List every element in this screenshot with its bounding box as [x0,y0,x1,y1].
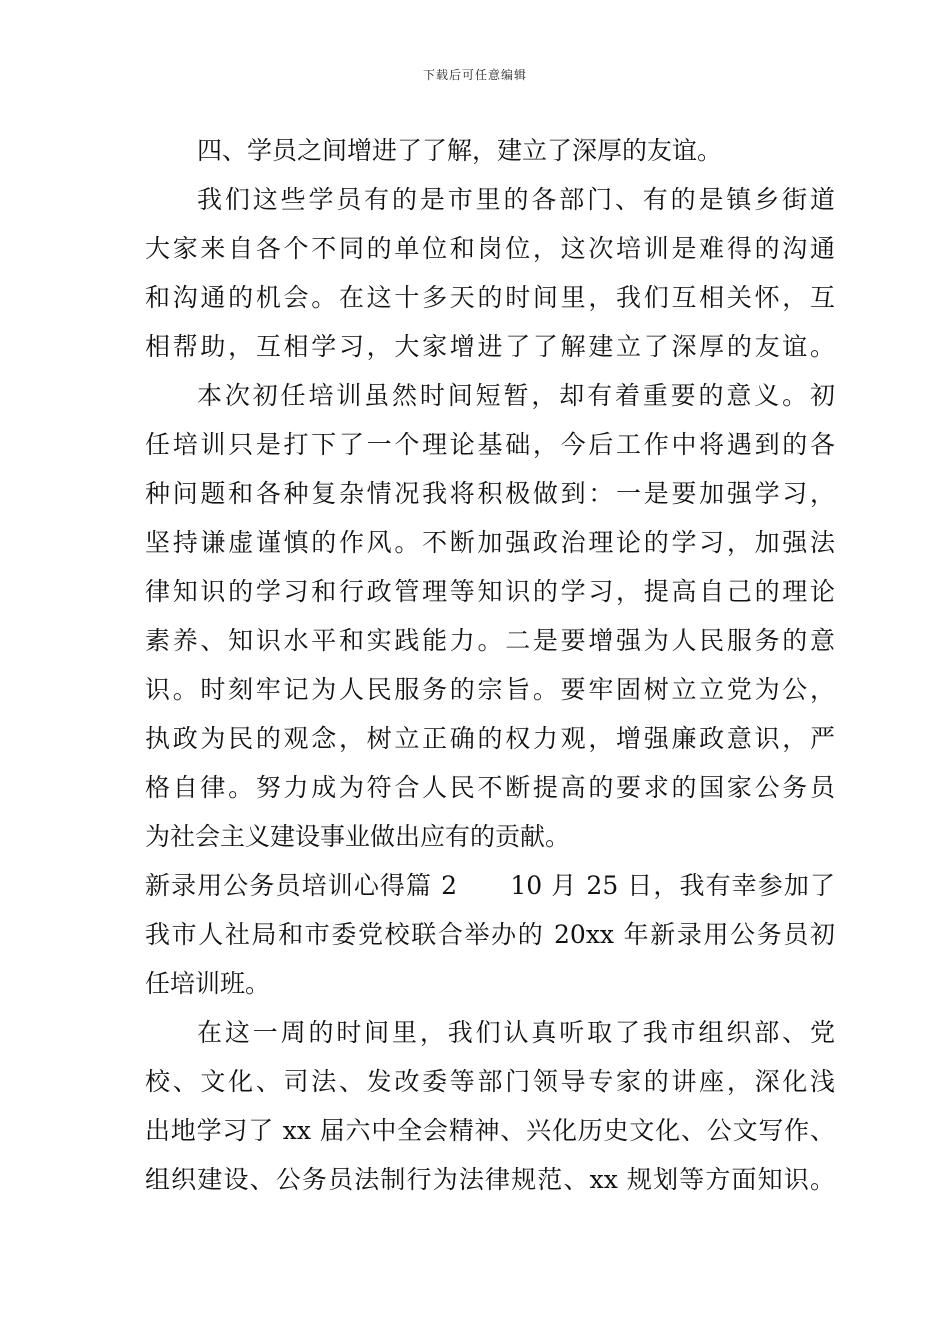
text-line: 坚持谦虚谨慎的作风。不断加强政治理论的学习，加强法 [145,528,835,557]
text-line: 本次初任培训虽然时间短暂，却有着重要的意义。初 [197,381,835,410]
text-line: 校、文化、司法、发改委等部门领导专家的讲座，深化浅 [145,1067,835,1096]
text-line: 在这一周的时间里，我们认真听取了我市组织部、党 [197,1018,835,1047]
text-line: 组织建设、公务员法制行为法律规范、xx 规划等方面知识。 [145,1165,835,1194]
text-line: 相帮助，互相学习，大家增进了了解建立了深厚的友谊。 [145,332,835,361]
text-line: 识。时刻牢记为人民服务的宗旨。要牢固树立立党为公， [145,675,835,704]
document-body [145,126,835,1204]
text-line: 素养、知识水平和实践能力。二是要增强为人民服务的意 [145,626,835,655]
text-line: 执政为民的观念，树立正确的权力观，增强廉政意识，严 [145,724,835,753]
text-line: 为社会主义建设事业做出应有的贡献。 [145,822,571,851]
text-line: 我市人社局和市委党校联合举办的 20xx 年新录用公务员初 [145,920,835,949]
text-line: 律知识的学习和行政管理等知识的学习，提高自己的理论 [145,577,835,606]
text-line: 我们这些学员有的是市里的各部门、有的是镇乡街道 [197,185,835,214]
section-heading-line: 新录用公务员培训心得篇 2 10 月 25 日，我有幸参加了 [145,871,835,900]
text-line: 种问题和各种复杂情况我将积极做到：一是要加强学习， [145,479,835,508]
text-line: 任培训班。 [145,969,271,998]
text-line: 任培训只是打下了一个理论基础，今后工作中将遇到的各 [145,430,835,459]
text-line: 四、学员之间增进了了解，建立了深厚的友谊。 [197,136,723,165]
text-line: 出地学习了 xx 届六中全会精神、兴化历史文化、公文写作、 [145,1116,835,1145]
text-line: 大家来自各个不同的单位和岗位，这次培训是难得的沟通 [145,234,835,263]
page-header: 下载后可任意编辑 [422,68,527,82]
text-line: 和沟通的机会。在这十多天的时间里，我们互相关怀，互 [145,283,835,312]
text-line: 格自律。努力成为符合人民不断提高的要求的国家公务员 [145,773,835,802]
